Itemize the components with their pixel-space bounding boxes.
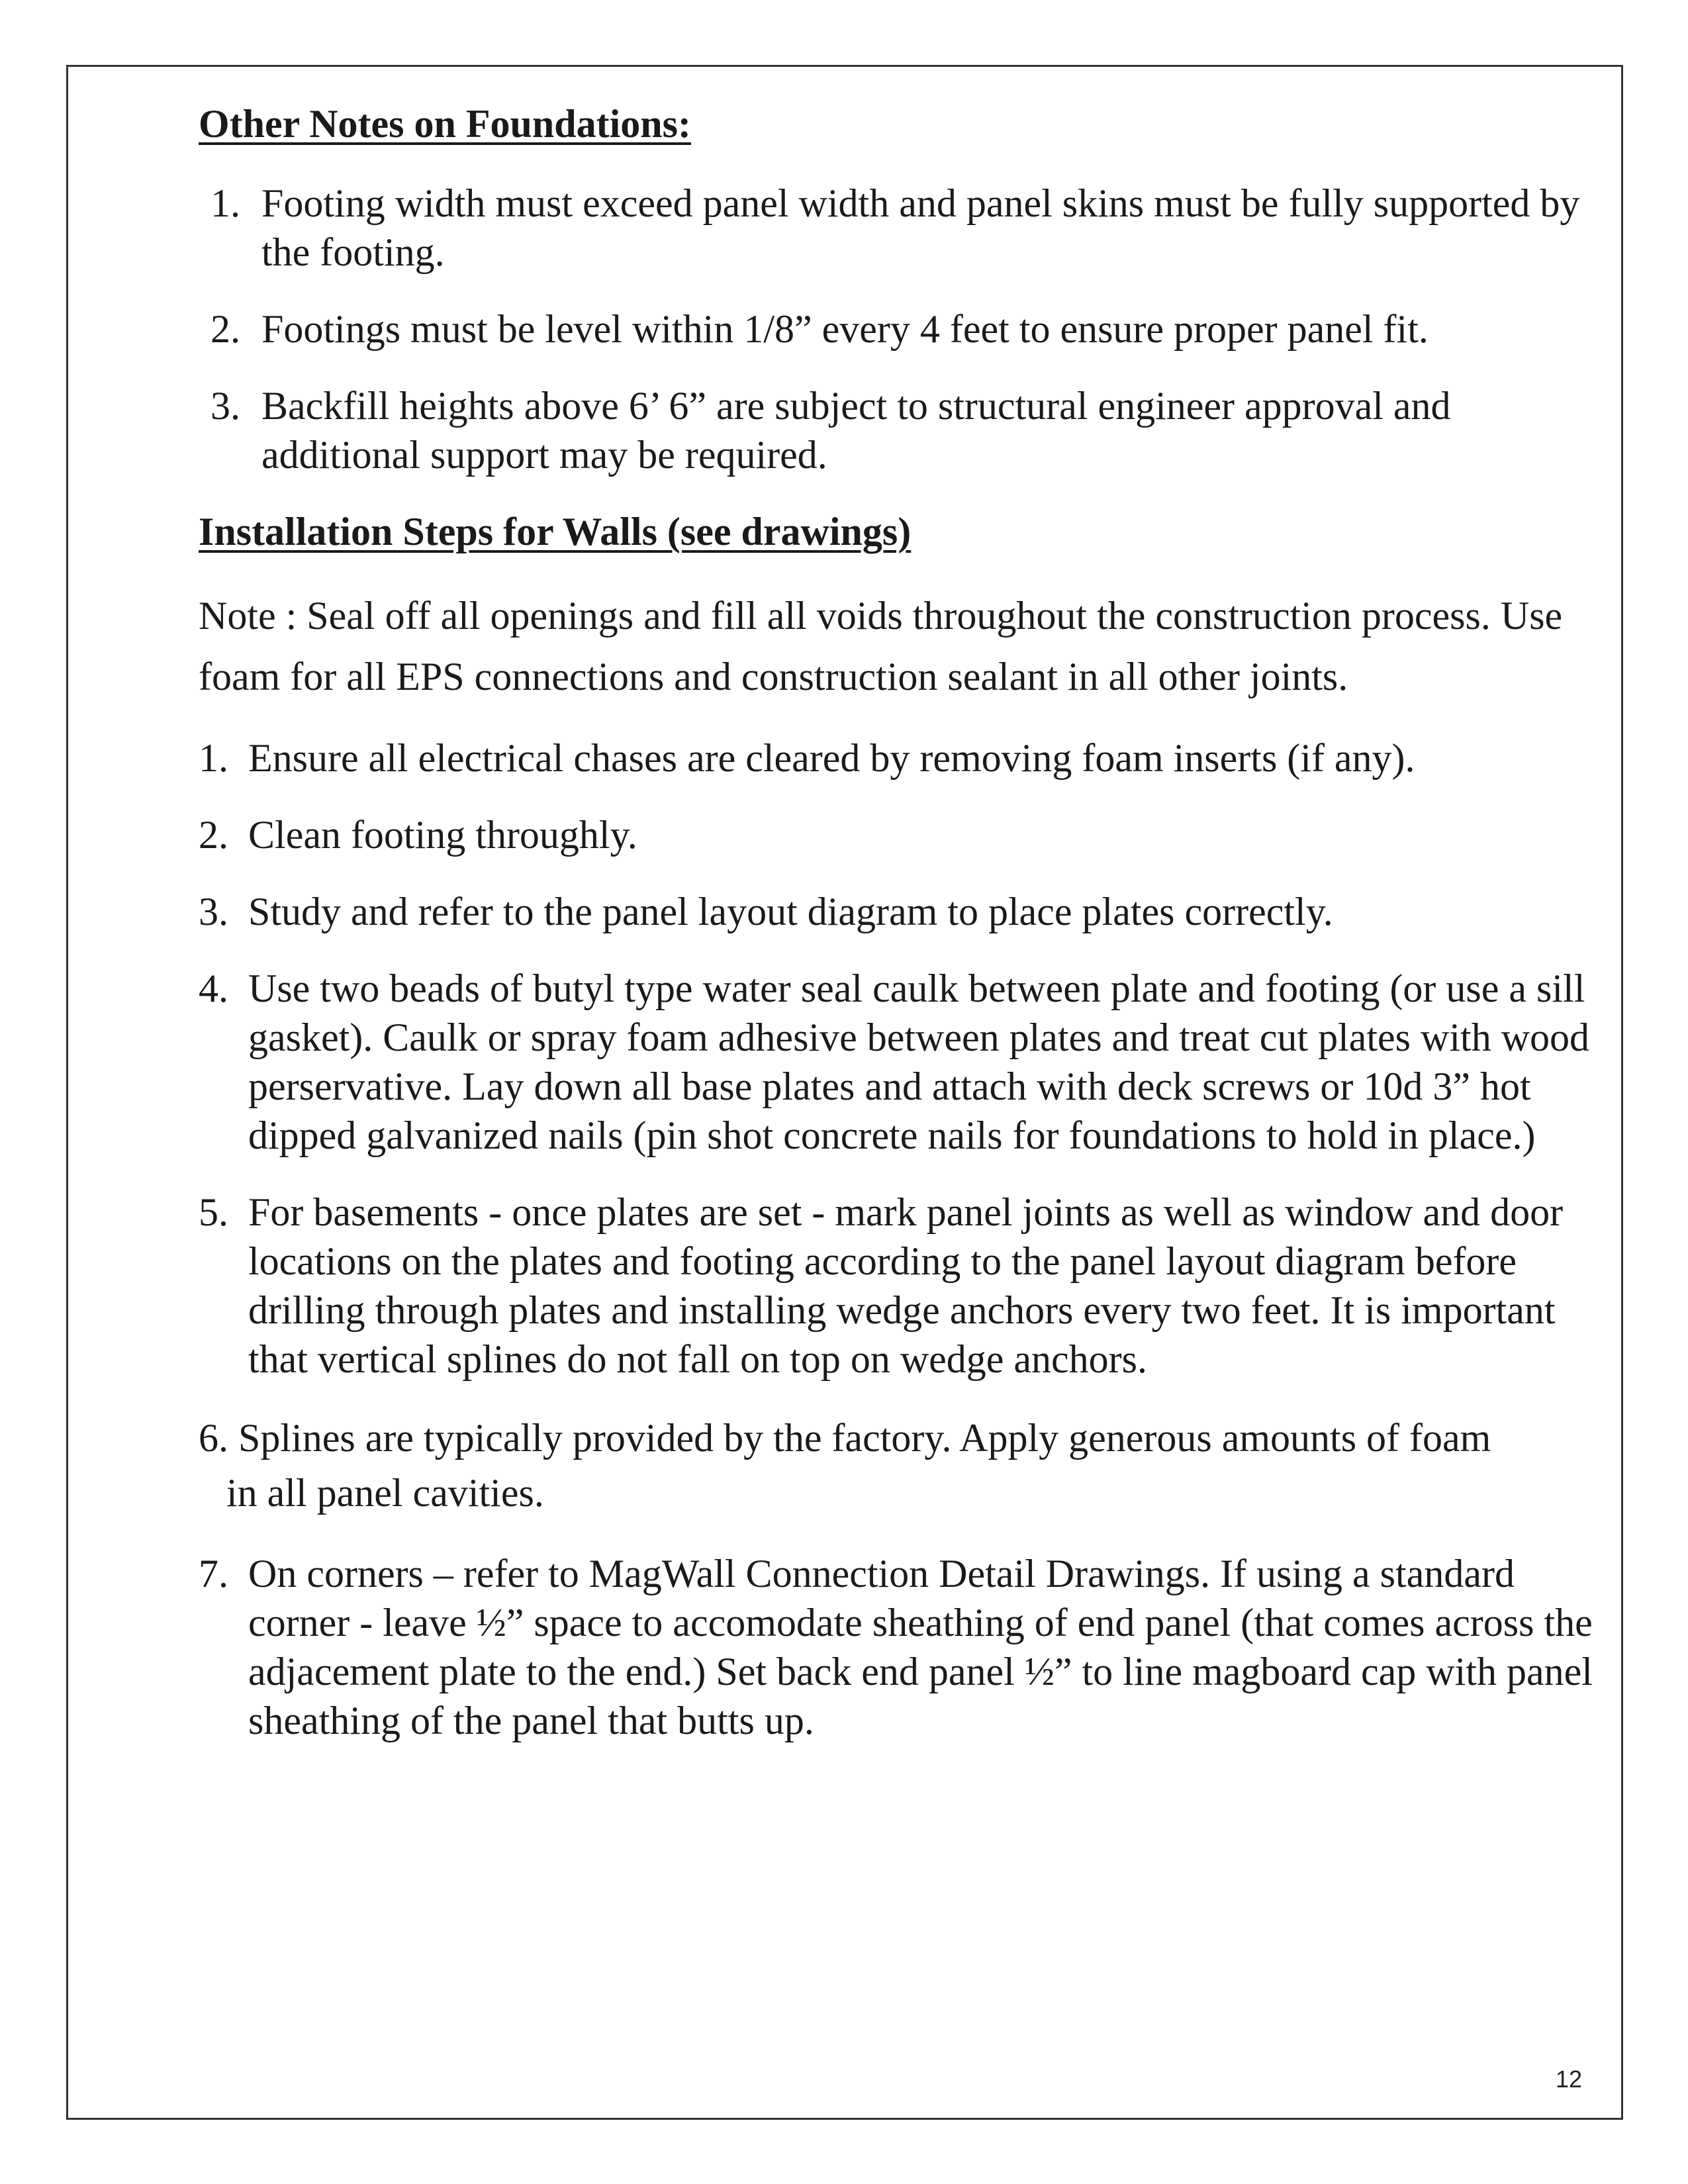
walls-heading: Installation Steps for Walls (see drawings) — [199, 510, 912, 553]
list-item — [199, 1188, 1595, 1384]
list-text: Study and refer to the panel layout diagram to place plates correctly. — [248, 890, 1333, 933]
list-item — [199, 179, 1595, 277]
walls-steps-list — [199, 734, 1595, 1745]
list-text: Footings must be level within 1/8” every 4 feet to ensure proper panel fit. — [261, 307, 1429, 351]
document-body — [199, 99, 1595, 1773]
list-item — [199, 810, 1595, 859]
list-item — [199, 887, 1595, 936]
list-number: 2. — [211, 307, 240, 351]
list-number: 1. — [199, 736, 228, 780]
list-number: 3. — [211, 384, 240, 428]
list-text: On corners – refer to MagWall Connection Detail Drawings. If using a standard corner - leave ½” space to accomodate sheathing of end panel (that comes across the adjacement plate to the end.) Set back end panel ½” to line magboard cap with panel sheathing of the panel that butts up. — [248, 1552, 1593, 1742]
list-text-continuation: in all panel cavities. — [226, 1471, 544, 1515]
list-number: 3. — [199, 890, 228, 933]
list-item — [199, 734, 1595, 783]
list-number: 7. — [199, 1552, 228, 1595]
list-number: 5. — [199, 1190, 228, 1234]
list-text: Ensure all electrical chases are cleared by removing foam inserts (if any). — [248, 736, 1415, 780]
list-item — [199, 1549, 1595, 1745]
foundations-list — [199, 179, 1595, 479]
list-item — [199, 1411, 1595, 1521]
list-number: 2. — [199, 813, 228, 857]
list-item — [199, 305, 1595, 354]
foundations-heading: Other Notes on Foundations: — [199, 102, 691, 146]
list-text: Backfill heights above 6’ 6” are subject to structural engineer approval and additional support may be required. — [261, 384, 1451, 477]
list-number: 1. — [211, 181, 240, 225]
list-number: 4. — [199, 967, 228, 1010]
list-text: Clean footing throughly. — [248, 813, 637, 857]
list-item — [199, 381, 1595, 479]
list-text: Use two beads of butyl type water seal caulk between plate and footing (or use a sill gasket). Caulk or spray foam adhesive between plates and treat cut plates with wood perservative. Lay down all base plates and attach with deck screws or 10d 3” hot dipped galvanized nails (pin shot concrete nails for foundations to hold in place.) — [248, 967, 1590, 1157]
page-number: 12 — [1555, 2065, 1582, 2093]
list-text-first-line: 6. Splines are typically provided by the factory. Apply generous amounts of foam — [199, 1416, 1491, 1460]
list-text: For basements - once plates are set - mark panel joints as well as window and door locations on the plates and footing according to the panel layout diagram before drilling through plates and installing wedge anchors every two feet. It is important that vertical splines do not fall on top on wedge anchors. — [248, 1190, 1564, 1381]
list-item — [199, 964, 1595, 1160]
walls-note: Note : Seal off all openings and fill all voids throughout the construction process. Use foam for all EPS connections and construction sealant in all other joints. — [199, 594, 1563, 698]
list-text: Footing width must exceed panel width and panel skins must be fully supported by the footing. — [261, 181, 1580, 274]
